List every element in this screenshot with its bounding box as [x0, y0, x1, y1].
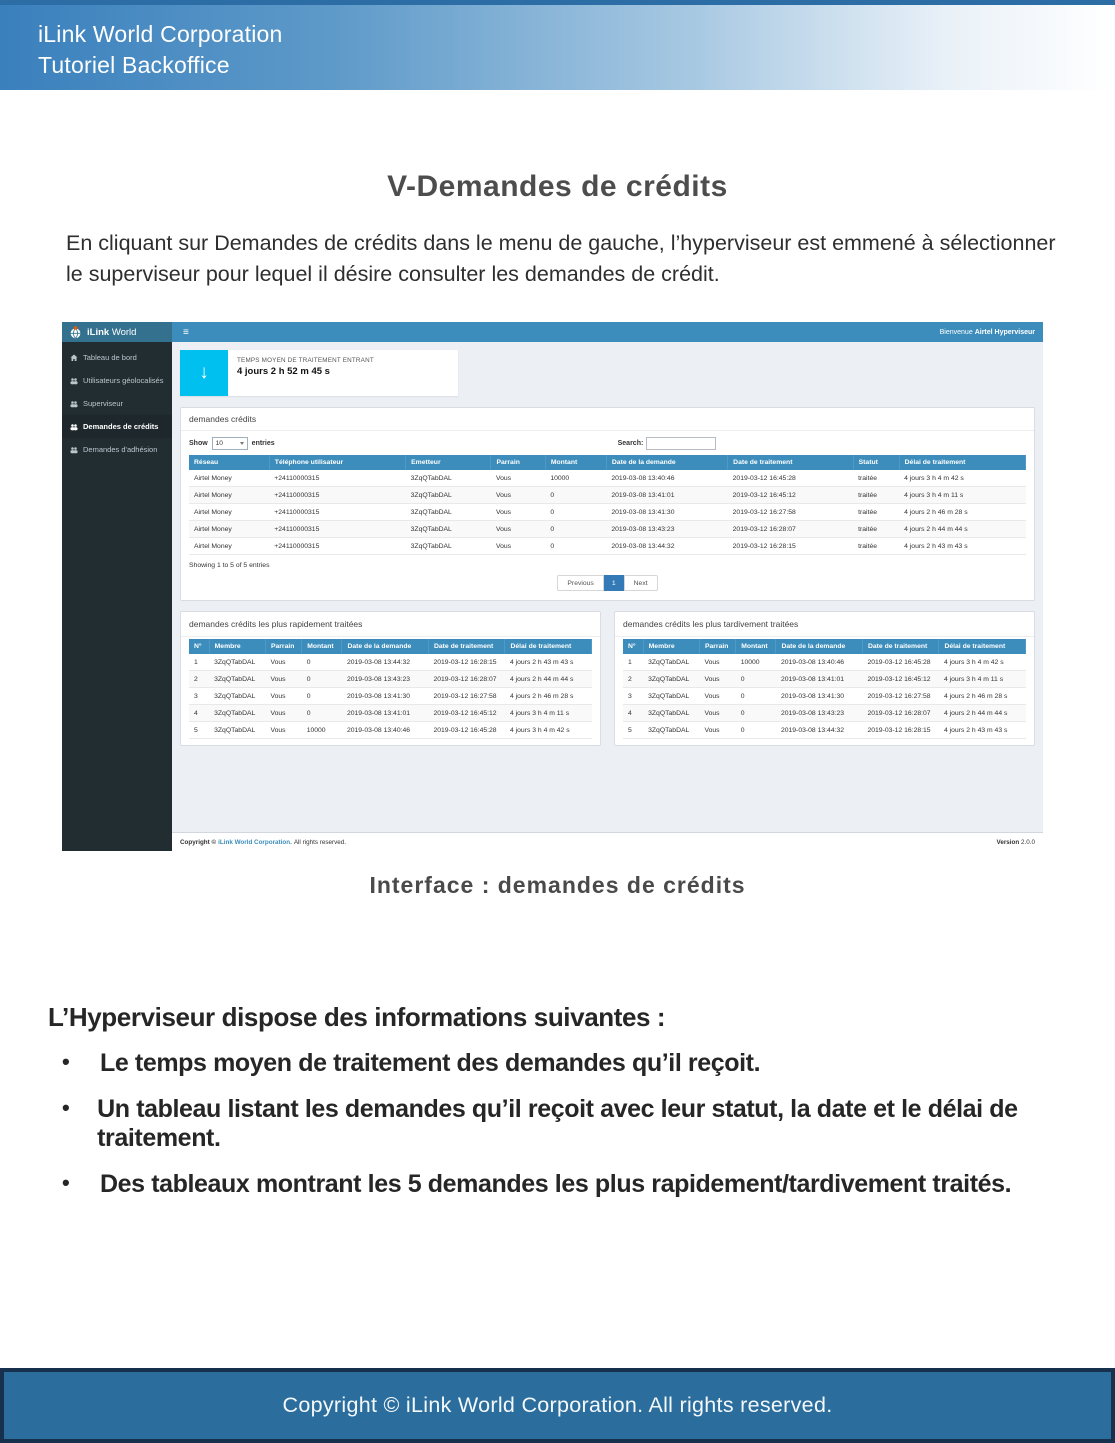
- info-block: [48, 1002, 1068, 1216]
- demandes-credits-panel: [180, 407, 1035, 601]
- table-cell: 2019-03-12 16:28:15: [428, 654, 504, 671]
- top-banner: [0, 0, 1115, 90]
- table-cell: +24110000315: [269, 487, 405, 504]
- info-heading: L’Hyperviseur dispose des informations suivantes :: [48, 1002, 666, 1032]
- table-cell: 3ZqQTabDAL: [209, 654, 265, 671]
- chevron-down-icon: [240, 442, 244, 445]
- sidebar-item-label: Superviseur: [83, 399, 124, 408]
- banner-company: iLink World Corporation: [38, 21, 283, 47]
- table-cell: 3ZqQTabDAL: [209, 671, 265, 688]
- stat-value: 4 jours 2 h 52 m 45 s: [237, 366, 330, 377]
- table-cell: 4 jours 2 h 43 m 43 s: [505, 654, 592, 671]
- table-cell: 2019-03-08 13:41:30: [606, 504, 727, 521]
- table-cell: +24110000315: [269, 504, 405, 521]
- next-page-button[interactable]: Next: [624, 575, 658, 591]
- table-cell: 2019-03-12 16:28:15: [728, 538, 853, 555]
- users-icon: [70, 446, 78, 454]
- table-cell: traitée: [853, 487, 899, 504]
- column-header[interactable]: Montant: [545, 455, 606, 470]
- table-cell: 4 jours 2 h 46 m 28 s: [505, 688, 592, 705]
- previous-page-button[interactable]: Previous: [557, 575, 603, 591]
- app-navbar: [172, 322, 1043, 342]
- table-cell: 4 jours 2 h 44 m 44 s: [899, 521, 1025, 538]
- search-area: [618, 437, 717, 450]
- table-cell: 2019-03-12 16:27:58: [428, 688, 504, 705]
- table-cell: 0: [545, 538, 606, 555]
- showing-entries-text: Showing 1 to 5 of 5 entries: [189, 562, 270, 569]
- sidebar-item-superviseur[interactable]: [62, 392, 172, 415]
- table-cell: 4 jours 2 h 46 m 28 s: [939, 688, 1026, 705]
- show-entries-select[interactable]: [212, 437, 248, 450]
- table-row: [189, 722, 592, 739]
- sidebar-item-demandes-d-adhesion[interactable]: [62, 438, 172, 461]
- table-cell: 2019-03-08 13:41:30: [776, 688, 863, 705]
- copyright-prefix: Copyright ©: [180, 838, 217, 846]
- table-cell: 1: [623, 654, 643, 671]
- show-entries-value: 10: [215, 440, 223, 447]
- column-header[interactable]: Membre: [209, 639, 265, 654]
- table-cell: 2: [623, 671, 643, 688]
- app-sidebar: [62, 342, 172, 851]
- table-cell: Airtel Money: [189, 521, 269, 538]
- column-header[interactable]: Date de traitement: [728, 455, 853, 470]
- table-cell: 5: [623, 722, 643, 739]
- table-cell: 2019-03-08 13:40:46: [606, 470, 727, 487]
- avg-processing-time-widget: [180, 350, 458, 396]
- table-cell: 2019-03-12 16:45:28: [428, 722, 504, 739]
- page-title: V-Demandes de crédits: [387, 170, 728, 203]
- table-cell: 3ZqQTabDAL: [643, 688, 699, 705]
- globe-icon: [69, 326, 82, 339]
- bullet-text: Des tableaux montrant les 5 demandes les plus rapidement/tardivement traités.: [100, 1170, 1012, 1198]
- users-icon: [70, 400, 78, 408]
- table-cell: 4 jours 2 h 44 m 44 s: [505, 671, 592, 688]
- bullet-text: Un tableau listant les demandes qu’il reçoit avec leur statut, la date et le délai de traitement.: [97, 1095, 1018, 1152]
- table-cell: 0: [736, 705, 776, 722]
- demandes-credits-table: [189, 455, 1026, 555]
- table-row: [623, 671, 1026, 688]
- menu-toggle-icon[interactable]: ≡: [183, 326, 189, 338]
- table-cell: traitée: [853, 538, 899, 555]
- column-header[interactable]: Délai de traitement: [505, 639, 592, 654]
- table-cell: 2019-03-08 13:44:32: [776, 722, 863, 739]
- table-cell: 2019-03-12 16:45:28: [862, 654, 938, 671]
- users-icon: [70, 423, 78, 431]
- show-label: Show: [189, 440, 208, 447]
- table-cell: 0: [302, 654, 342, 671]
- table-cell: Vous: [491, 538, 545, 555]
- column-header[interactable]: Date de traitement: [862, 639, 938, 654]
- welcome-user: Airtel Hyperviseur: [974, 328, 1035, 336]
- app-logo[interactable]: [62, 322, 172, 342]
- app-footer: [172, 832, 1043, 851]
- table-cell: Vous: [699, 671, 735, 688]
- table-cell: traitée: [853, 470, 899, 487]
- table-row: [189, 470, 1026, 487]
- column-header[interactable]: N°: [189, 639, 209, 654]
- table-cell: Vous: [491, 521, 545, 538]
- app-topbar: [62, 322, 1043, 342]
- table-cell: 2019-03-12 16:45:12: [862, 671, 938, 688]
- page-footer: [0, 1368, 1115, 1443]
- bullet-item: [48, 1095, 1068, 1153]
- table-row: [189, 654, 592, 671]
- table-cell: 3ZqQTabDAL: [643, 654, 699, 671]
- screenshot-caption: Interface : demandes de crédits: [369, 872, 746, 898]
- column-header[interactable]: Membre: [643, 639, 699, 654]
- brand-text: [87, 327, 136, 338]
- table-cell: 0: [302, 688, 342, 705]
- sidebar-item-tableau-de-bord[interactable]: [62, 346, 172, 369]
- column-header[interactable]: Délai de traitement: [899, 455, 1025, 470]
- table-cell: 2019-03-08 13:40:46: [342, 722, 429, 739]
- table-row: [189, 487, 1026, 504]
- table-cell: Vous: [699, 722, 735, 739]
- intro-paragraph: En cliquant sur Demandes de crédits dans le menu de gauche, l’hyperviseur est emmené à sélectionner le superviseur pour lequel il désire consulter les demandes de crédit.: [66, 231, 1056, 286]
- table-cell: 2019-03-08 13:43:23: [342, 671, 429, 688]
- table-row: [189, 538, 1026, 555]
- column-header[interactable]: Emetteur: [406, 455, 491, 470]
- table-cell: 2019-03-12 16:28:15: [862, 722, 938, 739]
- banner-subtitle: Tutoriel Backoffice: [38, 52, 230, 78]
- table-cell: Vous: [491, 470, 545, 487]
- column-header[interactable]: Statut: [853, 455, 899, 470]
- table-cell: 2019-03-12 16:28:07: [728, 521, 853, 538]
- table-cell: 2019-03-08 13:44:32: [606, 538, 727, 555]
- table-row: [189, 688, 592, 705]
- home-icon: [70, 354, 78, 362]
- table-cell: 2019-03-08 13:41:01: [606, 487, 727, 504]
- table-cell: traitée: [853, 521, 899, 538]
- search-label: Search:: [617, 440, 644, 447]
- bullet-text: Le temps moyen de traitement des demandes qu’il reçoit.: [100, 1049, 761, 1077]
- table-cell: Vous: [699, 688, 735, 705]
- table-cell: 2019-03-08 13:43:23: [776, 705, 863, 722]
- table-cell: 0: [545, 521, 606, 538]
- table-cell: 4 jours 3 h 4 m 42 s: [939, 654, 1026, 671]
- app-body: [62, 342, 1043, 851]
- column-header[interactable]: Délai de traitement: [939, 639, 1026, 654]
- table-cell: Airtel Money: [189, 504, 269, 521]
- bullet-icon: •: [62, 1095, 70, 1120]
- version-text: [996, 839, 1035, 846]
- table-cell: 4: [623, 705, 643, 722]
- table-cell: Vous: [265, 671, 301, 688]
- fastest-processed-panel: [180, 611, 601, 746]
- table-cell: 4 jours 3 h 4 m 11 s: [939, 671, 1026, 688]
- column-header[interactable]: Date de traitement: [428, 639, 504, 654]
- latest-processed-panel: [614, 611, 1035, 746]
- version-value: 2.0.0: [1020, 838, 1035, 846]
- table-cell: 2019-03-12 16:27:58: [862, 688, 938, 705]
- table-cell: 2019-03-12 16:45:28: [728, 470, 853, 487]
- table-cell: 2: [189, 671, 209, 688]
- table-cell: 3ZqQTabDAL: [643, 671, 699, 688]
- table-row: [623, 654, 1026, 671]
- table-cell: 3ZqQTabDAL: [406, 538, 491, 555]
- table-cell: 3ZqQTabDAL: [643, 705, 699, 722]
- table-cell: 2019-03-08 13:44:32: [342, 654, 429, 671]
- table-cell: +24110000315: [269, 521, 405, 538]
- sidebar-item-demandes-de-credits[interactable]: [62, 415, 172, 438]
- table-cell: 2019-03-12 16:45:12: [428, 705, 504, 722]
- table-cell: 2019-03-08 13:41:01: [342, 705, 429, 722]
- table-row: [189, 671, 592, 688]
- table-cell: 4 jours 3 h 4 m 42 s: [505, 722, 592, 739]
- table-cell: 3ZqQTabDAL: [406, 487, 491, 504]
- table-cell: 4 jours 3 h 4 m 11 s: [505, 705, 592, 722]
- rights-text: All rights reserved.: [293, 838, 346, 846]
- table-cell: 3: [623, 688, 643, 705]
- search-input[interactable]: [646, 437, 716, 450]
- bullet-icon: •: [62, 1049, 70, 1074]
- sidebar-item-label: Utilisateurs géolocalisés: [83, 376, 164, 385]
- bullet-item: [48, 1170, 1068, 1199]
- bullet-item: [48, 1049, 1068, 1078]
- panel-title: demandes crédits les plus rapidement traitées: [181, 612, 600, 637]
- table-cell: 10000: [302, 722, 342, 739]
- column-header[interactable]: Réseau: [189, 455, 269, 470]
- table-cell: 5: [189, 722, 209, 739]
- panel-title: demandes crédits les plus tardivement traitées: [615, 612, 1034, 637]
- banner-text: [0, 5, 1115, 81]
- table-cell: Vous: [265, 688, 301, 705]
- table-cell: 3ZqQTabDAL: [406, 470, 491, 487]
- user-menu[interactable]: [940, 329, 1043, 336]
- column-header[interactable]: Parrain: [265, 639, 301, 654]
- table-cell: +24110000315: [269, 470, 405, 487]
- table-cell: 4 jours 2 h 46 m 28 s: [899, 504, 1025, 521]
- table-row: [189, 504, 1026, 521]
- table-cell: 3ZqQTabDAL: [406, 504, 491, 521]
- table-cell: traitée: [853, 504, 899, 521]
- entries-label: entries: [251, 440, 275, 447]
- table-cell: 3ZqQTabDAL: [643, 722, 699, 739]
- table-row: [623, 688, 1026, 705]
- panel-title: demandes crédits: [181, 408, 1034, 431]
- table-cell: 0: [302, 671, 342, 688]
- table-cell: 10000: [545, 470, 606, 487]
- sidebar-item-label: Demandes d'adhésion: [83, 445, 158, 454]
- footer-brand-link[interactable]: iLink World Corporation.: [218, 838, 292, 846]
- table-cell: 2019-03-08 13:43:23: [606, 521, 727, 538]
- down-arrow-icon: ↓: [180, 350, 228, 396]
- table-cell: 4 jours 2 h 43 m 43 s: [899, 538, 1025, 555]
- column-header[interactable]: Parrain: [699, 639, 735, 654]
- page-footer-text: Copyright © iLink World Corporation. All rights reserved.: [282, 1393, 833, 1417]
- table-controls: [181, 431, 1034, 455]
- table-cell: Airtel Money: [189, 470, 269, 487]
- table-cell: Vous: [491, 487, 545, 504]
- column-header[interactable]: Date de la demande: [342, 639, 429, 654]
- page-1-button[interactable]: 1: [604, 575, 624, 591]
- table-cell: 0: [302, 705, 342, 722]
- bottom-panels: [180, 611, 1035, 746]
- backoffice-screenshot: [62, 322, 1043, 851]
- column-header[interactable]: N°: [623, 639, 643, 654]
- table-cell: Vous: [265, 654, 301, 671]
- table-cell: Vous: [491, 504, 545, 521]
- table-cell: 0: [736, 688, 776, 705]
- table-cell: 0: [545, 487, 606, 504]
- brand-regular: World: [111, 326, 137, 338]
- table-cell: 2019-03-08 13:41:01: [776, 671, 863, 688]
- table-cell: Vous: [265, 722, 301, 739]
- table-cell: 0: [736, 671, 776, 688]
- table-row: [623, 705, 1026, 722]
- table-cell: 10000: [736, 654, 776, 671]
- table-cell: 3: [189, 688, 209, 705]
- table-cell: 4 jours 3 h 4 m 11 s: [899, 487, 1025, 504]
- table-cell: 2019-03-12 16:27:58: [728, 504, 853, 521]
- table-row: [623, 722, 1026, 739]
- table-cell: 1: [189, 654, 209, 671]
- table-row: [189, 521, 1026, 538]
- latest-processed-table: [623, 639, 1026, 739]
- stat-text: [228, 350, 374, 396]
- table-cell: 0: [545, 504, 606, 521]
- table-cell: 4: [189, 705, 209, 722]
- column-header[interactable]: Parrain: [491, 455, 545, 470]
- table-cell: 2019-03-12 16:28:07: [862, 705, 938, 722]
- table-cell: 3ZqQTabDAL: [209, 705, 265, 722]
- table-row: [189, 705, 592, 722]
- app-content: [172, 342, 1043, 851]
- table-cell: 3ZqQTabDAL: [209, 722, 265, 739]
- welcome-prefix: Bienvenue: [939, 328, 973, 336]
- table-cell: 4 jours 3 h 4 m 42 s: [899, 470, 1025, 487]
- table-cell: Airtel Money: [189, 487, 269, 504]
- table-cell: 0: [736, 722, 776, 739]
- version-label: Version: [996, 838, 1020, 846]
- column-header[interactable]: Montant: [302, 639, 342, 654]
- column-header[interactable]: Date de la demande: [776, 639, 863, 654]
- sidebar-item-label: Tableau de bord: [83, 353, 137, 362]
- fastest-processed-table: [189, 639, 592, 739]
- table-cell: 2019-03-08 13:41:30: [342, 688, 429, 705]
- table-cell: 2019-03-08 13:40:46: [776, 654, 863, 671]
- stat-label: TEMPS MOYEN DE TRAITEMENT ENTRANT: [237, 357, 374, 364]
- table-cell: 3ZqQTabDAL: [406, 521, 491, 538]
- table-cell: 4 jours 2 h 44 m 44 s: [939, 705, 1026, 722]
- table-cell: Vous: [699, 654, 735, 671]
- table-cell: 3ZqQTabDAL: [209, 688, 265, 705]
- table-cell: Airtel Money: [189, 538, 269, 555]
- bullet-icon: •: [62, 1170, 70, 1195]
- pagination: [181, 571, 1034, 600]
- table-cell: 2019-03-12 16:45:12: [728, 487, 853, 504]
- table-cell: Vous: [699, 705, 735, 722]
- sidebar-item-label: Demandes de crédits: [83, 422, 159, 431]
- table-cell: +24110000315: [269, 538, 405, 555]
- brand-bold: iLink: [87, 326, 110, 338]
- sidebar-item-utilisateurs-geolocalises[interactable]: [62, 369, 172, 392]
- users-icon: [70, 377, 78, 385]
- table-cell: 4 jours 2 h 43 m 43 s: [939, 722, 1026, 739]
- table-cell: Vous: [265, 705, 301, 722]
- column-header[interactable]: Date de la demande: [606, 455, 727, 470]
- table-cell: 2019-03-12 16:28:07: [428, 671, 504, 688]
- column-header[interactable]: Montant: [736, 639, 776, 654]
- column-header[interactable]: Téléphone utilisateur: [269, 455, 405, 470]
